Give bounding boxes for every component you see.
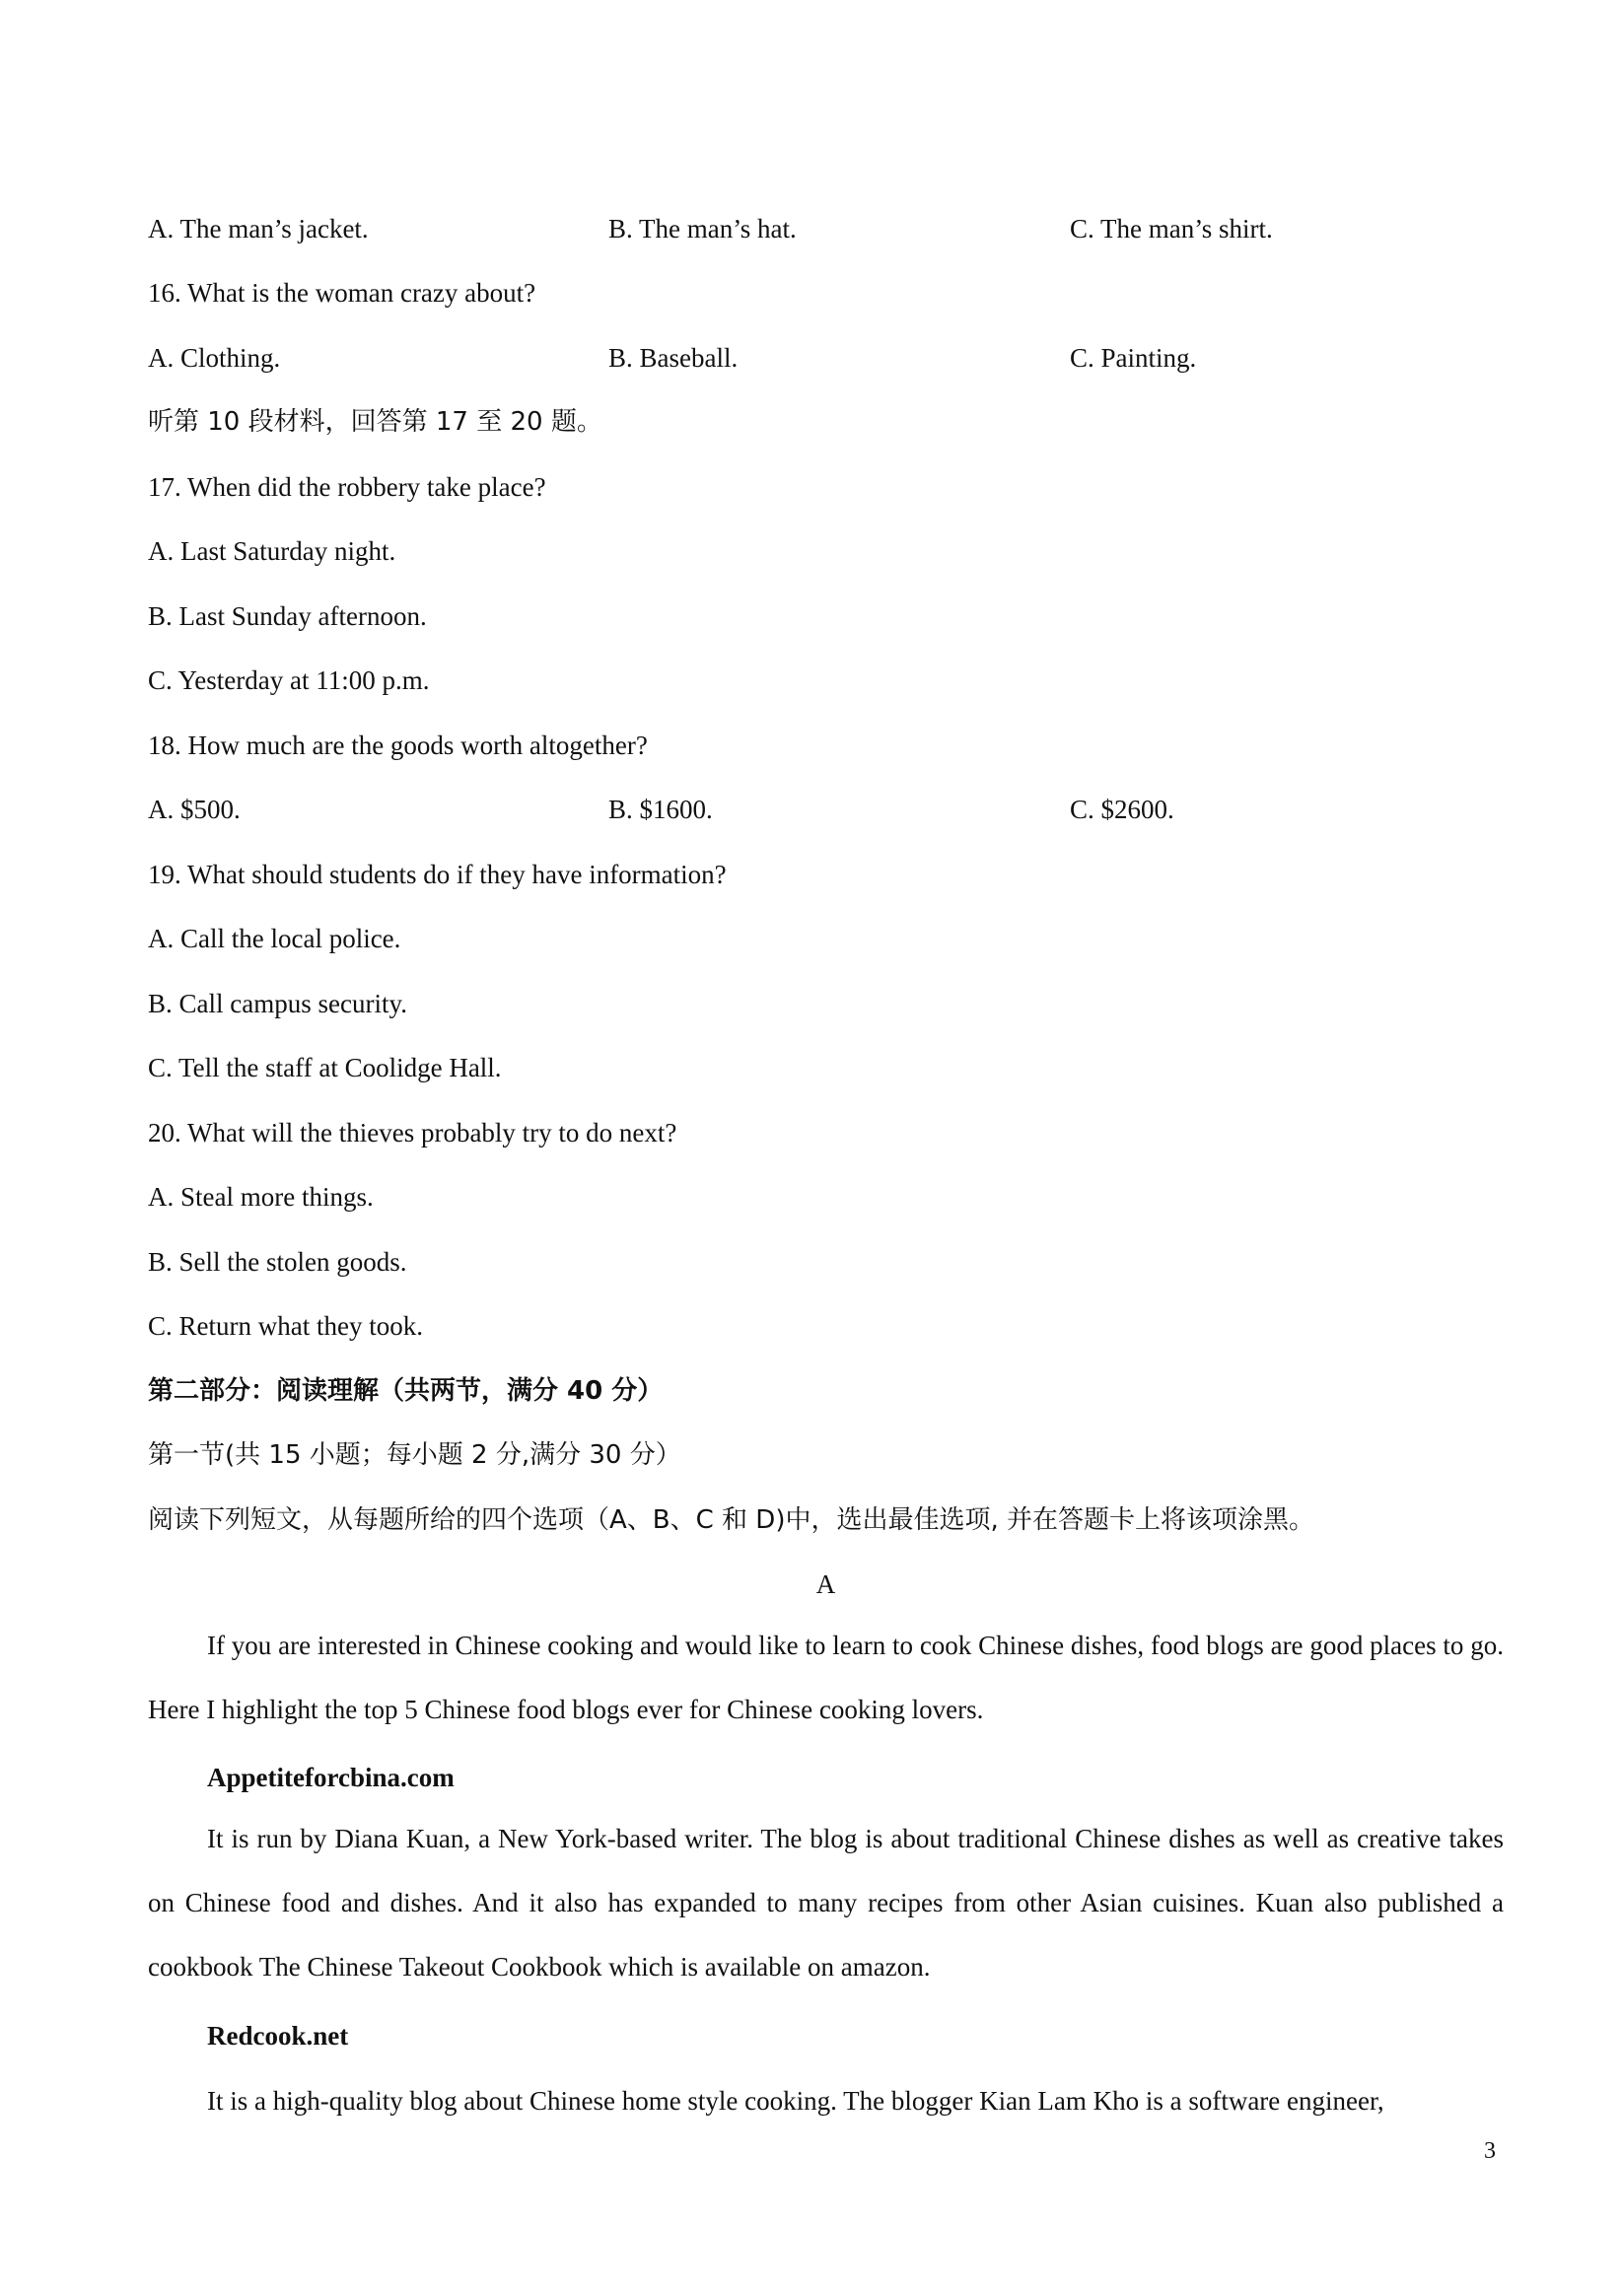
blog2-text: It is a high-quality blog about Chinese home style cooking. The blogger Kian Lam Kho is a software engineer, bbox=[207, 2086, 1384, 2116]
q18-options bbox=[148, 792, 1509, 827]
q20-option-b: B. Sell the stolen goods. bbox=[148, 1247, 407, 1277]
listening-instruction: 听第 10 段材料，回答第 17 至 20 题。 bbox=[148, 407, 602, 437]
q20-option-a: A. Steal more things. bbox=[148, 1182, 374, 1212]
q16-option-c: C. Painting. bbox=[1070, 343, 1197, 373]
passage-intro: If you are interested in Chinese cooking and would like to learn to cook Chinese dishes, food blogs are good places to go. Here I highlight the top 5 Chinese food blogs ever for Chinese cooking lovers. bbox=[148, 1631, 1504, 1724]
q17-option-c: C. Yesterday at 11:00 p.m. bbox=[148, 665, 430, 695]
q20-option-c: C. Return what they took. bbox=[148, 1311, 423, 1341]
q16-question: 16. What is the woman crazy about? bbox=[148, 278, 536, 308]
q19-option-a: A. Call the local police. bbox=[148, 924, 401, 953]
q17-option-a: A. Last Saturday night. bbox=[148, 536, 396, 566]
q18-option-c: C. $2600. bbox=[1070, 795, 1174, 824]
q19-option-c: C. Tell the staff at Coolidge Hall. bbox=[148, 1053, 502, 1082]
q15-options bbox=[148, 211, 1509, 246]
page-number: 3 bbox=[1484, 2138, 1496, 2164]
passage-letter: A bbox=[815, 1569, 836, 1599]
q20-question: 20. What will the thieves probably try to do next? bbox=[148, 1118, 677, 1148]
q19-option-b: B. Call campus security. bbox=[148, 989, 407, 1018]
part2-title: 第二部分：阅读理解（共两节，满分 40 分） bbox=[148, 1376, 664, 1406]
q17-option-b: B. Last Sunday afternoon. bbox=[148, 601, 427, 631]
q19-question: 19. What should students do if they have information? bbox=[148, 860, 727, 889]
reading-instruction: 阅读下列短文，从每题所给的四个选项（A、B、C 和 D)中，选出最佳选项, 并在答题卡上将该项涂黑。 bbox=[148, 1505, 1315, 1535]
q16-option-a: A. Clothing. bbox=[148, 343, 281, 373]
blog1-name: Appetiteforcbina.com bbox=[207, 1763, 455, 1792]
q15-option-c: C. The man’s shirt. bbox=[1070, 214, 1273, 244]
blog2-name: Redcook.net bbox=[207, 2021, 349, 2051]
q18-option-b: B. $1600. bbox=[608, 795, 713, 824]
q16-option-b: B. Baseball. bbox=[608, 343, 739, 373]
q15-option-b: B. The man’s hat. bbox=[608, 214, 797, 244]
q18-option-a: A. $500. bbox=[148, 795, 241, 824]
blog1-text: It is run by Diana Kuan, a New York-based writer. The blog is about traditional Chinese dishes as well as creative takes on Chinese food and dishes. And it also has expanded to many recipes from other Asian cuisines. Kuan also published a cookbook The Chinese Takeout Cookbook which is available on amazon. bbox=[148, 1824, 1504, 1982]
q15-option-a: A. The man’s jacket. bbox=[148, 214, 369, 244]
section1-title: 第一节(共 15 小题；每小题 2 分,满分 30 分） bbox=[148, 1440, 681, 1470]
q16-options bbox=[148, 340, 1509, 376]
q18-question: 18. How much are the goods worth altogether? bbox=[148, 731, 648, 760]
q17-question: 17. When did the robbery take place? bbox=[148, 472, 546, 502]
